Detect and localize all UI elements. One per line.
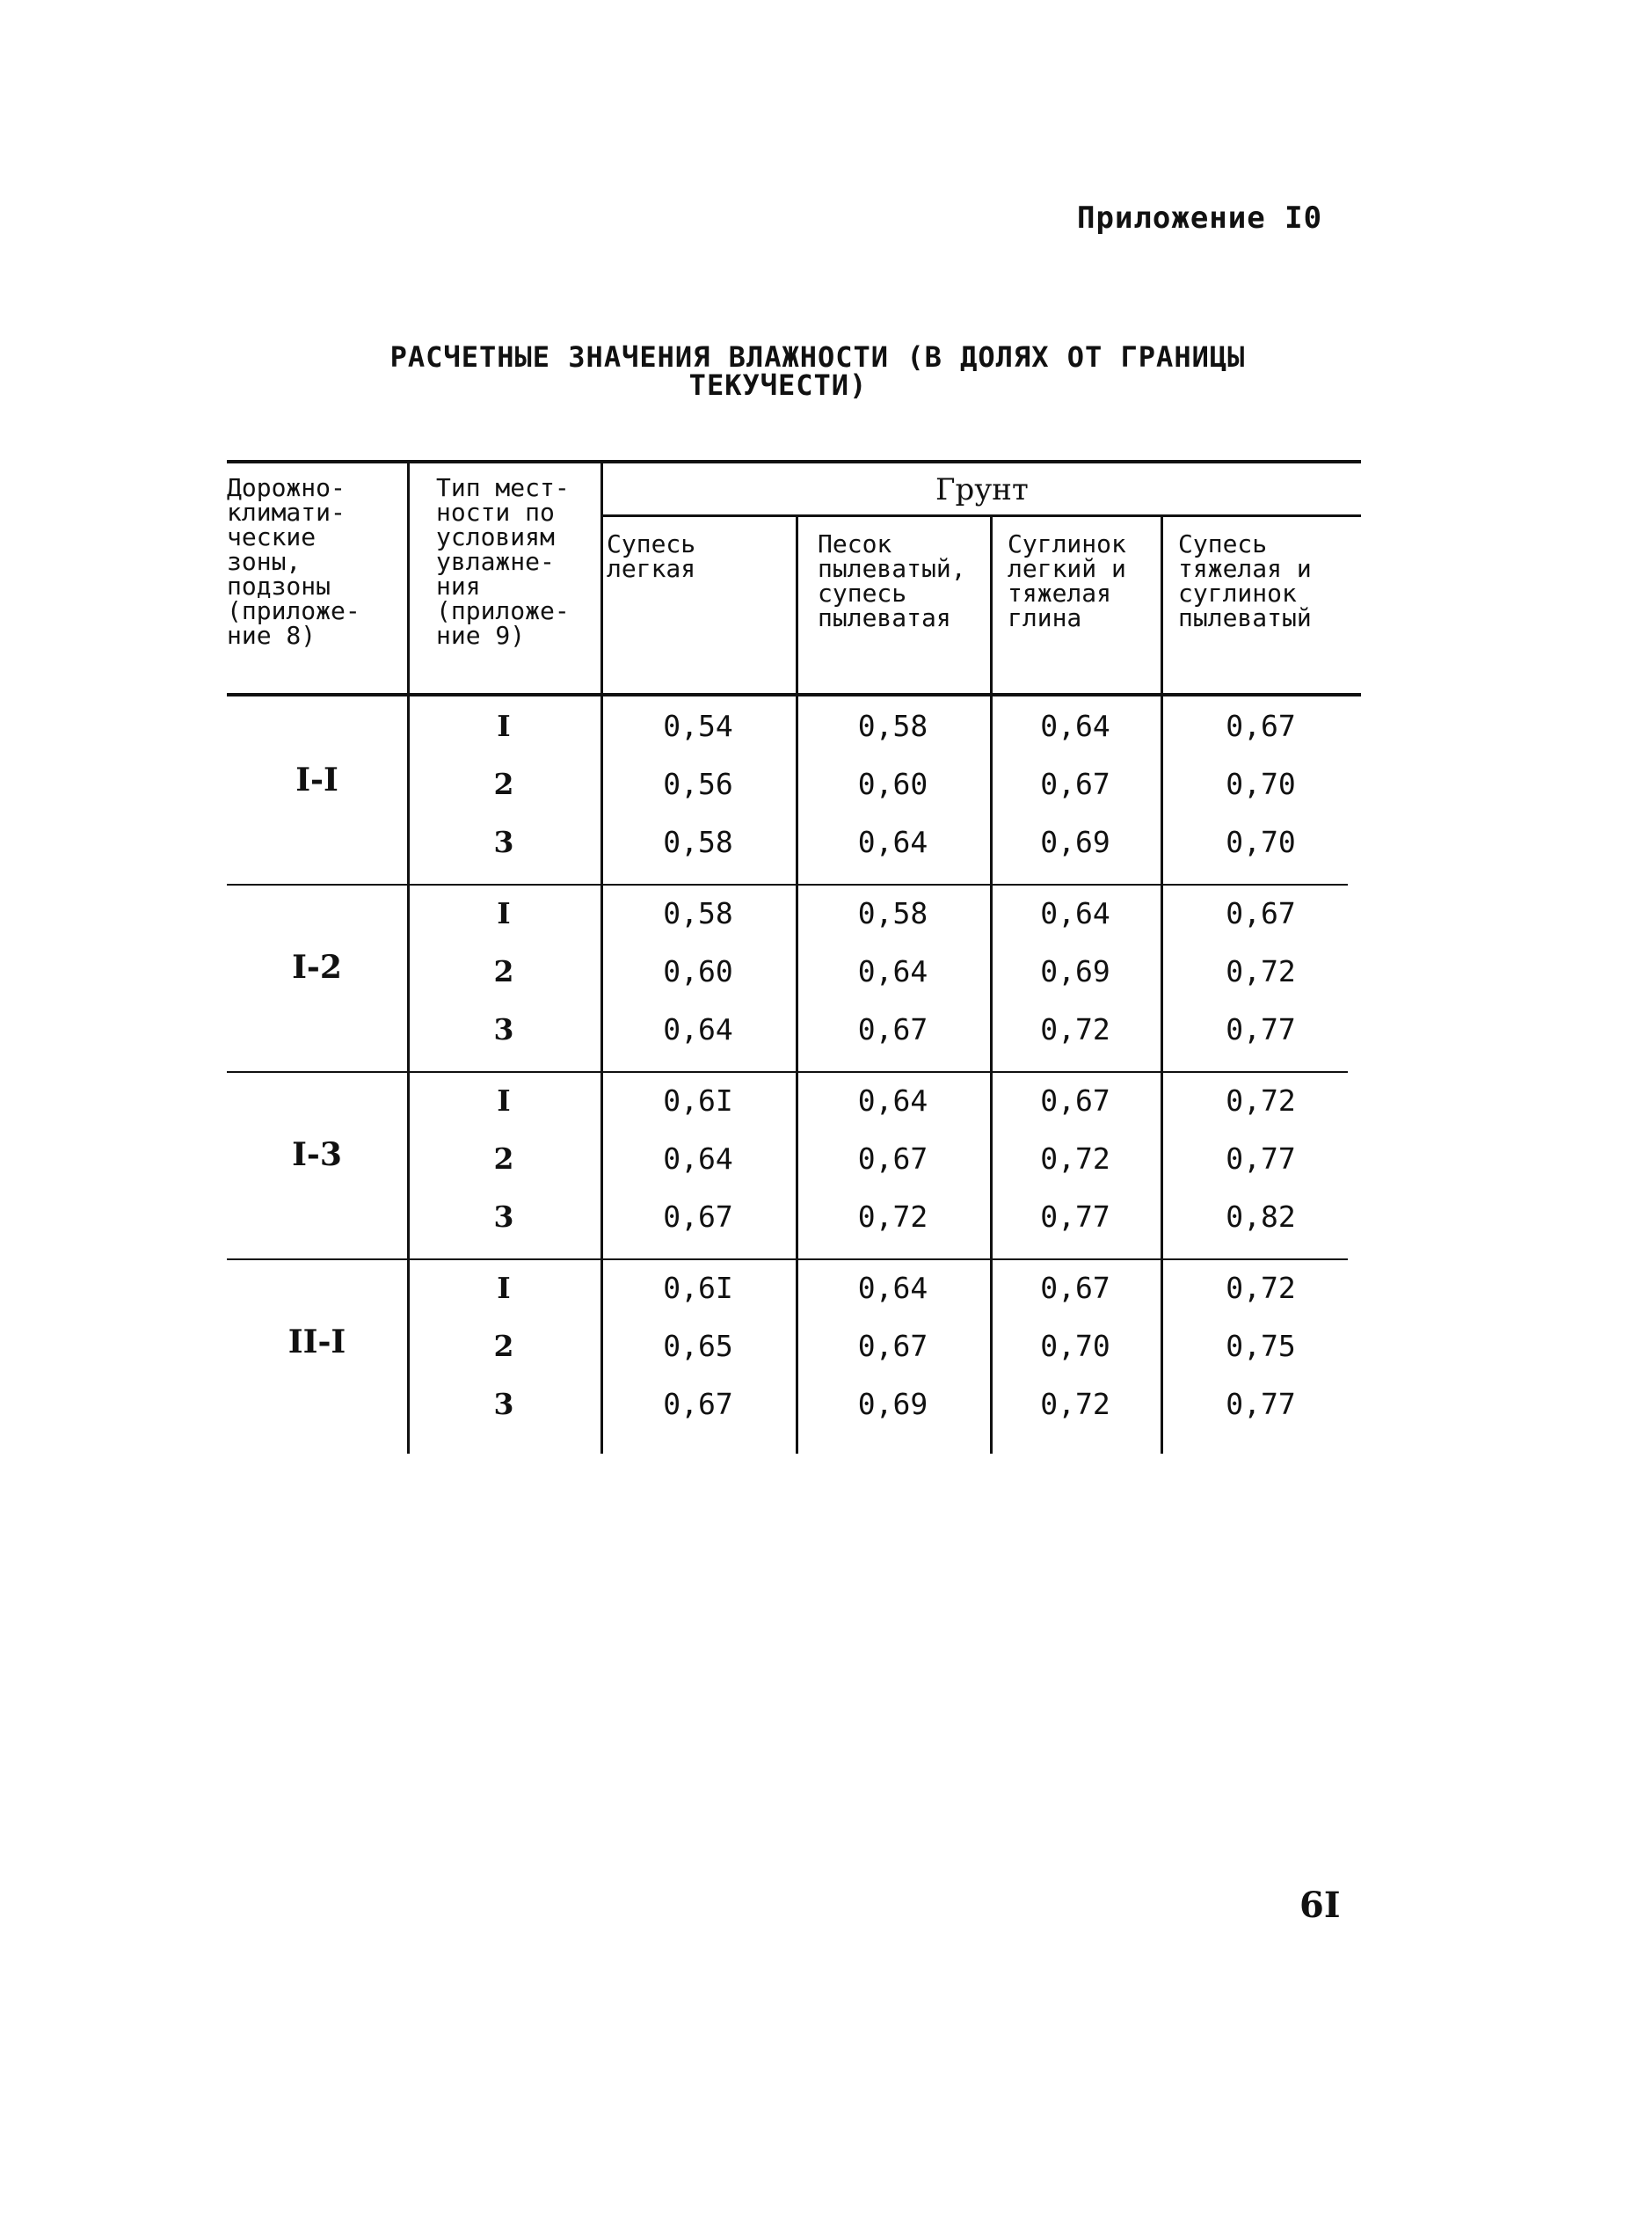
- moisture-value-cell: 0,82: [1226, 1200, 1296, 1234]
- terrain-type-cell: 2: [493, 1329, 514, 1363]
- moisture-value-cell: 0,65: [663, 1329, 733, 1363]
- moisture-value-cell: 0,77: [1226, 1387, 1296, 1421]
- moisture-value-cell: 0,67: [857, 1141, 928, 1176]
- terrain-type-cell: 3: [493, 1387, 514, 1421]
- terrain-type-cell: 3: [493, 825, 514, 859]
- moisture-value-cell: 0,67: [663, 1387, 733, 1421]
- moisture-value-cell: 0,58: [663, 896, 733, 930]
- header-soil-group: Грунт: [935, 472, 1029, 507]
- document-title: [290, 340, 1345, 402]
- moisture-value-cell: 0,60: [663, 954, 733, 988]
- moisture-value-cell: 0,70: [1040, 1329, 1110, 1363]
- header-soil-4: Супесь тяжелая и суглинок пылеватый: [1178, 529, 1312, 632]
- terrain-type-cell: I: [497, 1271, 511, 1305]
- group-separator: [227, 1071, 1348, 1073]
- moisture-value-cell: 0,77: [1040, 1200, 1110, 1234]
- group-separator: [227, 884, 1348, 886]
- zone-label: I-I: [295, 762, 338, 799]
- appendix-label: Приложение I0: [1077, 201, 1323, 236]
- moisture-value-cell: 0,67: [1226, 896, 1296, 930]
- moisture-value-cell: 0,64: [1040, 709, 1110, 743]
- moisture-value-cell: 0,70: [1226, 767, 1296, 801]
- moisture-value-cell: 0,6I: [663, 1083, 733, 1118]
- header-soil-2: Песок пылеватый, супесь пылеватая: [818, 529, 966, 632]
- terrain-type-cell: 3: [493, 1200, 514, 1234]
- moisture-value-cell: 0,54: [663, 709, 733, 743]
- moisture-value-cell: 0,64: [663, 1012, 733, 1047]
- terrain-type-cell: 2: [493, 767, 514, 801]
- header-bottom-rule: [227, 693, 1361, 696]
- moisture-value-cell: 0,58: [663, 825, 733, 859]
- zone-label: II-I: [287, 1324, 346, 1360]
- moisture-value-cell: 0,77: [1226, 1141, 1296, 1176]
- moisture-value-cell: 0,64: [663, 1141, 733, 1176]
- moisture-value-cell: 0,6I: [663, 1271, 733, 1305]
- moisture-value-cell: 0,67: [1040, 1271, 1110, 1305]
- header-zones: Дорожно- климати- ческие зоны, подзоны (приложе- ние 8): [227, 473, 360, 650]
- moisture-value-cell: 0,60: [857, 767, 928, 801]
- moisture-value-cell: 0,67: [1040, 767, 1110, 801]
- moisture-value-cell: 0,69: [857, 1387, 928, 1421]
- moisture-value-cell: 0,67: [857, 1012, 928, 1047]
- moisture-value-cell: 0,67: [663, 1200, 733, 1234]
- header-soil-3: Суглинок легкий и тяжелая глина: [1008, 529, 1126, 632]
- title-line-1: РАСЧЕТНЫЕ ЗНАЧЕНИЯ ВЛАЖНОСТИ (В ДОЛЯХ ОТ ГРАНИЦЫ: [389, 340, 1246, 374]
- moisture-value-cell: 0,69: [1040, 825, 1110, 859]
- moisture-value-cell: 0,64: [857, 1083, 928, 1118]
- zone-label: I-3: [292, 1136, 342, 1173]
- terrain-type-cell: I: [497, 1083, 511, 1118]
- moisture-value-cell: 0,72: [1040, 1012, 1110, 1047]
- moisture-value-cell: 0,64: [857, 825, 928, 859]
- moisture-value-cell: 0,64: [857, 954, 928, 988]
- title-line-2: ТЕКУЧЕСТИ): [688, 368, 868, 402]
- moisture-value-cell: 0,72: [1226, 1083, 1296, 1118]
- moisture-value-cell: 0,72: [1226, 1271, 1296, 1305]
- moisture-value-cell: 0,70: [1226, 825, 1296, 859]
- moisture-value-cell: 0,77: [1226, 1012, 1296, 1047]
- moisture-value-cell: 0,67: [1226, 709, 1296, 743]
- soil-group-rule: [600, 514, 1361, 517]
- zone-label: I-2: [292, 949, 342, 986]
- group-separator: [227, 1258, 1348, 1260]
- moisture-value-cell: 0,58: [857, 709, 928, 743]
- table-top-rule: [227, 460, 1361, 463]
- terrain-type-cell: 3: [493, 1012, 514, 1047]
- moisture-value-cell: 0,72: [1226, 954, 1296, 988]
- moisture-value-cell: 0,64: [1040, 896, 1110, 930]
- moisture-value-cell: 0,69: [1040, 954, 1110, 988]
- terrain-type-cell: I: [497, 709, 511, 743]
- moisture-value-cell: 0,75: [1226, 1329, 1296, 1363]
- moisture-value-cell: 0,58: [857, 896, 928, 930]
- header-terrain-type: Тип мест- ности по условиям увлажне- ния (приложе- ние 9): [436, 473, 570, 650]
- moisture-value-cell: 0,72: [1040, 1387, 1110, 1421]
- moisture-table: [227, 460, 1361, 1454]
- moisture-value-cell: 0,56: [663, 767, 733, 801]
- header-soil-1: Супесь легкая: [607, 529, 696, 583]
- moisture-value-cell: 0,64: [857, 1271, 928, 1305]
- page-number: 6I: [1299, 1885, 1341, 1926]
- terrain-type-cell: 2: [493, 954, 514, 988]
- moisture-value-cell: 0,72: [1040, 1141, 1110, 1176]
- terrain-type-cell: 2: [493, 1141, 514, 1176]
- moisture-value-cell: 0,72: [857, 1200, 928, 1234]
- terrain-type-cell: I: [497, 896, 511, 930]
- moisture-value-cell: 0,67: [1040, 1083, 1110, 1118]
- moisture-value-cell: 0,67: [857, 1329, 928, 1363]
